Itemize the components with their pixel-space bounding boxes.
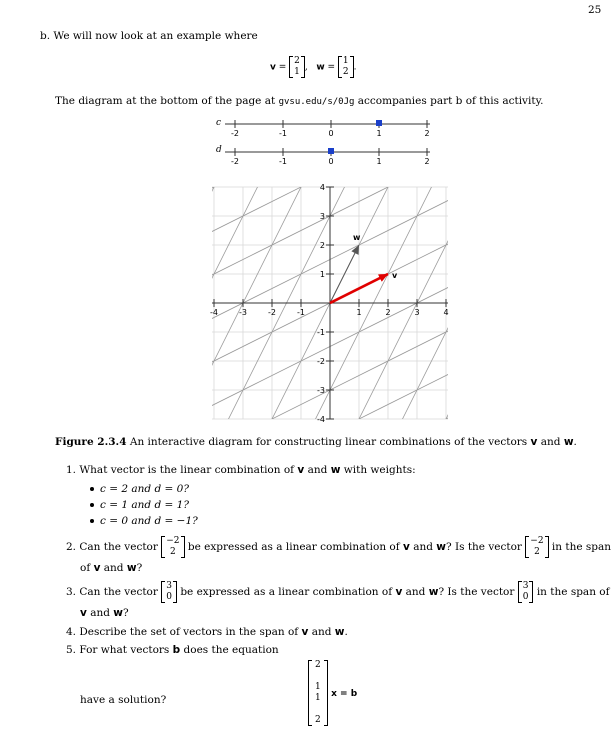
y-tick-label: 3 (319, 212, 325, 221)
slider-tick-label: -2 (231, 129, 239, 138)
y-tick-label: -3 (317, 386, 325, 395)
diagram-note: The diagram at the bottom of the page at gvsu.edu/s/0Jg accompanies part b of this activity. (55, 95, 544, 107)
w-column-vector: 1 2 (338, 56, 354, 78)
slider-tick-label: 1 (376, 129, 382, 138)
v-column-vector: 2 1 (289, 56, 305, 78)
q3-vector-a: 3 0 (161, 581, 177, 603)
y-tick-label: -1 (317, 328, 325, 337)
v-symbol: v (270, 62, 276, 73)
q1-bullet-2: c = 1 and d = 1? (90, 499, 189, 511)
x-tick-label: 4 (443, 308, 449, 317)
x-tick-label: -2 (268, 308, 276, 317)
q5-matrix: 2 1 1 2 (308, 660, 328, 726)
c-slider-track[interactable] (225, 120, 430, 138)
q3-vector-b: 3 0 (518, 581, 534, 603)
part-b-text: We will now look at an example where (53, 30, 258, 42)
question-2-line-2: of v and w? (80, 562, 143, 574)
d-slider-label: d (216, 145, 222, 155)
page-number: 25 (588, 4, 602, 16)
y-tick-label: 2 (319, 241, 325, 250)
slider-tick-label: 2 (424, 129, 430, 138)
part-b-intro (40, 30, 258, 42)
question-5: 5. For what vectors b does the equation (66, 644, 279, 656)
slider-tick-label: 2 (424, 157, 430, 166)
d-slider-track[interactable] (225, 148, 430, 166)
q5-equation (308, 660, 357, 726)
slider-tick-label: 0 (328, 157, 334, 166)
v-vector-label: v (392, 271, 398, 280)
slider-tick-label: -1 (279, 129, 287, 138)
y-tick-label: -4 (317, 415, 325, 424)
slider-tick-label: 0 (328, 129, 334, 138)
question-3-line-2: v and w? (80, 607, 129, 619)
y-tick-label: 4 (319, 183, 325, 192)
coordinate-grid (200, 183, 470, 431)
question-1: 1. What vector is the linear combination of v and w with weights: (66, 464, 416, 476)
figure-caption: Figure 2.3.4 An interactive diagram for constructing linear combinations of the vectors v and w. (55, 436, 577, 448)
w-vector-label: w (353, 233, 361, 242)
weight-sliders (205, 114, 455, 174)
question-3: 3. Can the vector 3 0 be expressed as a linear combination of v and w? Is the vector 3 0 in the span of (66, 581, 610, 602)
question-4: 4. Describe the set of vectors in the span of v and w. (66, 626, 348, 638)
diagram-url-link[interactable]: gvsu.edu/s/0Jg (278, 97, 355, 107)
q2-vector-a: −2 2 (161, 536, 184, 558)
c-slider-handle[interactable] (376, 120, 382, 126)
y-tick-label: -2 (317, 357, 325, 366)
part-b-label: b. (40, 30, 51, 42)
c-slider-label: c (216, 118, 222, 128)
v-w-definition: v = 2 1 , w = 1 2 . (270, 56, 357, 77)
w-symbol: w (316, 62, 325, 73)
d-slider-handle[interactable] (328, 148, 334, 154)
y-tick-label: 1 (319, 270, 325, 279)
slider-tick-label: -1 (279, 157, 287, 166)
q1-bullet-1: c = 2 and d = 0? (90, 483, 189, 495)
x-tick-label: -1 (297, 308, 305, 317)
slider-tick-label: -2 (231, 157, 239, 166)
x-tick-label: -3 (239, 308, 247, 317)
q2-vector-b: −2 2 (525, 536, 548, 558)
q1-bullet-3: c = 0 and d = −1? (90, 515, 198, 527)
x-tick-label: 2 (385, 308, 391, 317)
x-tick-label: 1 (356, 308, 362, 317)
slider-tick-label: 1 (376, 157, 382, 166)
x-tick-label: -4 (210, 308, 218, 317)
figure-label: Figure 2.3.4 (55, 436, 127, 448)
question-2: 2. Can the vector −2 2 be expressed as a linear combination of v and w? Is the vector −2 2 in the span (66, 536, 612, 557)
q5-equation-rhs: x = b (331, 689, 358, 699)
x-tick-label: 3 (414, 308, 420, 317)
q5-closing: have a solution? (80, 694, 167, 706)
